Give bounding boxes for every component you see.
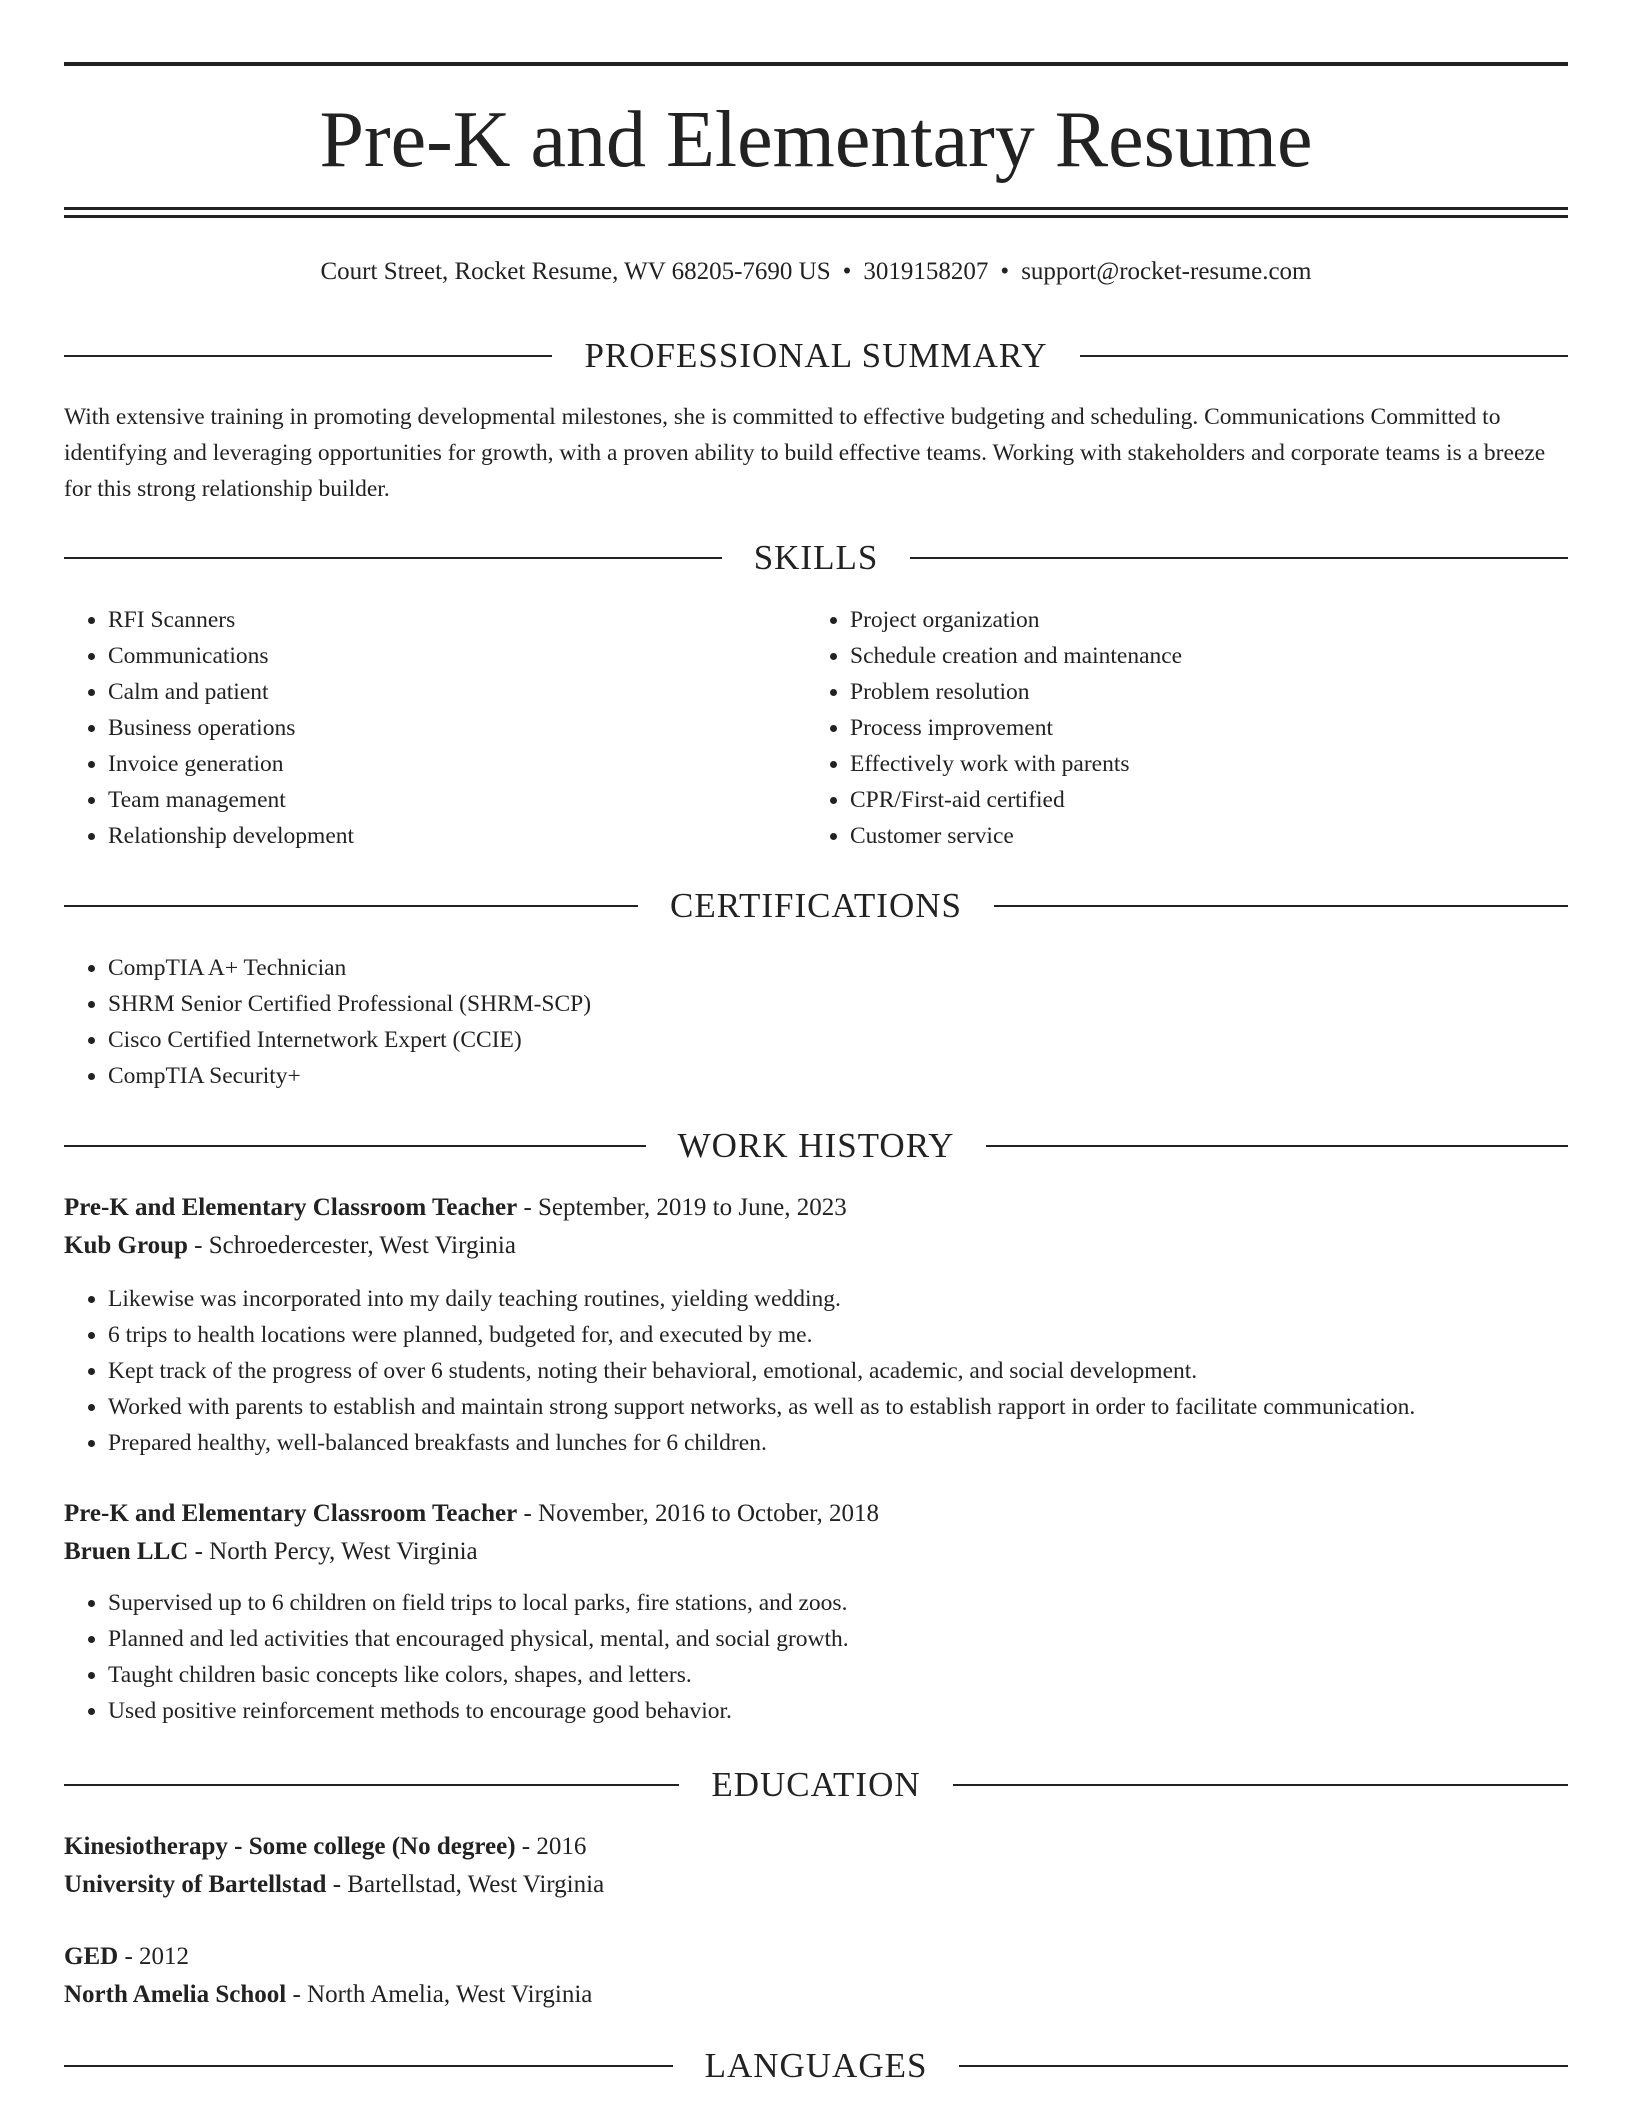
job-bullet: • Prepared healthy, well-balanced breakfasts and lunches for 6 children.	[108, 1425, 1415, 1461]
contact-separator: •	[842, 258, 852, 285]
education-school-line	[64, 1976, 592, 2014]
job-bullet: • Taught children basic concepts like colors, shapes, and letters.	[108, 1657, 879, 1693]
section-education	[64, 1763, 1568, 1807]
job-bullet: • Worked with parents to establish and maintain strong support networks, as well as to establish rapport in order to facilitate communication.	[108, 1389, 1415, 1425]
certification-item: • SHRM Senior Certified Professional (SHRM-SCP)	[108, 986, 591, 1022]
skill-item: • Effectively work with parents	[850, 746, 1182, 782]
section-skills	[64, 536, 1568, 580]
job-entry	[64, 1189, 1415, 1461]
section-title: SKILLS	[753, 538, 879, 577]
skill-item: • Process improvement	[850, 710, 1182, 746]
contact-separator: •	[1000, 258, 1010, 285]
job-bullet: • Used positive reinforcement methods to encourage good behavior.	[108, 1693, 879, 1729]
section-languages	[64, 2044, 1568, 2088]
section-rule	[64, 2065, 673, 2067]
section-title: WORK HISTORY	[677, 1126, 955, 1165]
section-title: CERTIFICATIONS	[670, 886, 962, 925]
skills-column-right	[806, 602, 1182, 854]
section-rule	[64, 355, 552, 357]
section-title: LANGUAGES	[704, 2046, 928, 2085]
skill-item: • Calm and patient	[108, 674, 354, 710]
section-rule	[953, 1784, 1568, 1786]
skill-item: • Customer service	[850, 818, 1182, 854]
section-work-history	[64, 1124, 1568, 1168]
education-degree: GED	[64, 1943, 119, 1970]
job-bullet: • Kept track of the progress of over 6 students, noting their behavioral, emotional, academic, and social development.	[108, 1353, 1415, 1389]
job-title: Pre-K and Elementary Classroom Teacher	[64, 1194, 518, 1221]
summary-text: With extensive training in promoting developmental milestones, she is committed to effective budgeting and scheduling. Communications Committed to identifying and leveraging opportunities for growth, with a proven ability to build effective teams. Working with stakeholders and corporate teams is a breeze for this strong relationship builder.	[64, 404, 1546, 502]
job-bullet: • Supervised up to 6 children on field trips to local parks, fire stations, and zoos.	[108, 1585, 879, 1621]
skill-item: • CPR/First-aid certified	[850, 782, 1182, 818]
job-dates: - September, 2019 to June, 2023	[517, 1194, 847, 1221]
section-rule	[1080, 355, 1568, 357]
education-year: - 2016	[515, 1833, 587, 1860]
section-rule	[64, 1145, 646, 1147]
contact-phone: 3019158207	[863, 258, 989, 285]
education-school-line	[64, 1866, 604, 1904]
resume-title: Pre-K and Elementary Resume	[319, 96, 1313, 184]
skills-column-left	[64, 602, 354, 854]
job-location: - North Percy, West Virginia	[188, 1538, 478, 1565]
section-professional-summary	[64, 334, 1568, 378]
section-rule	[959, 2065, 1568, 2067]
job-employer	[64, 1227, 1415, 1265]
certifications-list	[64, 950, 591, 1094]
skill-item: • Communications	[108, 638, 354, 674]
section-rule	[910, 557, 1568, 559]
job-header	[64, 1495, 879, 1533]
skill-item: • Relationship development	[108, 818, 354, 854]
section-title: PROFESSIONAL SUMMARY	[584, 336, 1048, 375]
section-rule	[994, 905, 1568, 907]
certification-item: • Cisco Certified Internetwork Expert (CCIE)	[108, 1022, 591, 1058]
certification-item: • CompTIA A+ Technician	[108, 950, 591, 986]
education-degree-line	[64, 1938, 592, 1976]
title-rule-lower	[64, 215, 1568, 218]
education-degree: Kinesiotherapy - Some college (No degree)	[64, 1833, 516, 1860]
skill-item: • Schedule creation and maintenance	[850, 638, 1182, 674]
job-dates: - November, 2016 to October, 2018	[517, 1500, 880, 1527]
section-rule	[64, 1784, 679, 1786]
skill-item: • RFI Scanners	[108, 602, 354, 638]
section-rule	[986, 1145, 1568, 1147]
top-rule	[64, 62, 1568, 66]
section-rule	[64, 557, 722, 559]
title-rule-upper	[64, 207, 1568, 210]
skill-item: • Team management	[108, 782, 354, 818]
certification-item: • CompTIA Security+	[108, 1058, 591, 1094]
contact-line	[64, 255, 1568, 289]
job-header	[64, 1189, 1415, 1227]
job-bullet: • Planned and led activities that encouraged physical, mental, and social growth.	[108, 1621, 879, 1657]
contact-email[interactable]: support@rocket-resume.com	[1021, 258, 1312, 285]
job-location: - Schroedercester, West Virginia	[187, 1232, 516, 1259]
skill-item: • Invoice generation	[108, 746, 354, 782]
education-year: - 2012	[118, 1943, 190, 1970]
skill-item: • Problem resolution	[850, 674, 1182, 710]
job-entry	[64, 1495, 879, 1729]
education-entry	[64, 1828, 604, 1904]
education-school: University of Bartellstad	[64, 1871, 327, 1898]
education-degree-line	[64, 1828, 604, 1866]
job-company: Kub Group	[64, 1232, 188, 1259]
job-bullet: • Likewise was incorporated into my daily teaching routines, yielding wedding.	[108, 1281, 1415, 1317]
skill-item: • Business operations	[108, 710, 354, 746]
section-certifications	[64, 884, 1568, 928]
skill-item: • Project organization	[850, 602, 1182, 638]
job-employer	[64, 1533, 879, 1571]
education-location: - Bartellstad, West Virginia	[326, 1871, 605, 1898]
education-school: North Amelia School	[64, 1981, 287, 2008]
section-title: EDUCATION	[711, 1765, 921, 1804]
job-title: Pre-K and Elementary Classroom Teacher	[64, 1500, 518, 1527]
contact-address: Court Street, Rocket Resume, WV 68205-7690 US	[320, 258, 831, 285]
education-entry	[64, 1938, 592, 2014]
section-rule	[64, 905, 638, 907]
education-location: - North Amelia, West Virginia	[286, 1981, 593, 2008]
job-company: Bruen LLC	[64, 1538, 189, 1565]
job-bullet: • 6 trips to health locations were planned, budgeted for, and executed by me.	[108, 1317, 1415, 1353]
